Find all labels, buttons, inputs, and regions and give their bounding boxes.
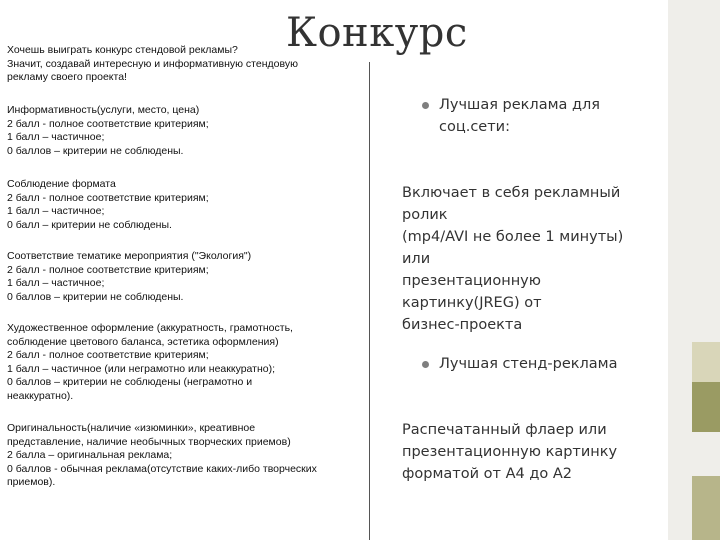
slide-title: Конкурс xyxy=(286,10,468,56)
column-divider xyxy=(369,62,370,540)
description-line: картинку(JREG) от xyxy=(402,295,542,311)
criterion-heading: Художественное оформление (аккуратность, грамотность, xyxy=(7,322,293,334)
intro-line: Хочешь выиграть конкурс стендовой рекламы? xyxy=(7,44,238,56)
description-line: бизнес-проекта xyxy=(402,317,523,333)
description-line: форматой от А4 до А2 xyxy=(402,466,572,482)
bullet-line: соц.сети: xyxy=(439,119,510,135)
criterion-theme xyxy=(7,250,367,304)
intro-line: рекламу своего проекта! xyxy=(7,71,127,83)
criterion-design xyxy=(7,322,367,403)
criterion-line: 0 баллов – критерии не соблюдены. xyxy=(7,144,184,157)
criterion-line: неаккуратно). xyxy=(7,389,74,402)
criterion-heading: Информативность(услуги, место, цена) xyxy=(7,104,200,116)
decorative-block xyxy=(692,432,720,476)
bullet-line: Лучшая реклама для xyxy=(439,97,601,113)
criterion-heading: Соответствие тематике мероприятия ("Экология") xyxy=(7,250,252,262)
stand-ad-description xyxy=(402,419,617,485)
decorative-block xyxy=(692,476,720,540)
criterion-line: 2 балл - полное соответствие критериям; xyxy=(7,263,209,276)
criterion-informativeness xyxy=(7,104,367,158)
description-line: презентационную xyxy=(402,273,541,289)
bullet-line: Лучшая стенд-реклама xyxy=(439,356,618,372)
criterion-line: 2 балла – оригинальная реклама; xyxy=(7,449,173,461)
bullet-icon xyxy=(422,361,429,368)
intro-line: Значит, создавай интересную и информативную стендовую xyxy=(7,57,298,70)
criterion-line: 2 балл - полное соответствие критериям; xyxy=(7,191,209,204)
bullet-icon xyxy=(422,102,429,109)
criterion-line: 1 балл – частичное; xyxy=(7,131,105,143)
intro-text xyxy=(7,44,367,85)
criterion-line: 1 балл – частичное; xyxy=(7,205,105,217)
criterion-line: соблюдение цветового баланса, эстетика оформления) xyxy=(7,335,279,348)
criterion-line: 0 балл – критерии не соблюдены. xyxy=(7,218,172,231)
criterion-line: приемов). xyxy=(7,476,56,488)
criterion-line: 2 балл - полное соответствие критериям; xyxy=(7,117,209,130)
criterion-line: 2 балл - полное соответствие критериям; xyxy=(7,349,209,361)
criterion-heading: Соблюдение формата xyxy=(7,178,116,190)
criterion-line: представление, наличие необычных творческих приемов) xyxy=(7,435,291,448)
criterion-line: 1 балл – частичное (или неграмотно или неаккуратно); xyxy=(7,362,276,375)
criterion-line: 0 баллов - обычная реклама(отсутствие каких-либо творческих xyxy=(7,462,317,475)
bullet-stand-ad xyxy=(439,353,617,375)
criterion-originality xyxy=(7,422,367,490)
description-line: Распечатанный флаер или xyxy=(402,422,607,438)
description-line: ролик xyxy=(402,207,448,223)
description-line: Включает в себя рекламный xyxy=(402,185,621,201)
decorative-block xyxy=(692,342,720,382)
decorative-block xyxy=(692,382,720,432)
description-line: презентационную картинку xyxy=(402,444,618,460)
description-line: (mp4/AVI не более 1 минуты) xyxy=(402,229,624,245)
social-ad-description xyxy=(402,182,623,336)
criterion-line: 1 балл – частичное; xyxy=(7,277,105,289)
criterion-format xyxy=(7,178,367,232)
criterion-heading: Оригинальность(наличие «изюминки», креативное xyxy=(7,422,256,434)
criterion-line: 0 баллов – критерии не соблюдены (неграмотно и xyxy=(7,376,253,388)
bullet-social-ad xyxy=(439,94,600,138)
criterion-line: 0 баллов – критерии не соблюдены. xyxy=(7,290,184,303)
description-line: или xyxy=(402,251,431,267)
